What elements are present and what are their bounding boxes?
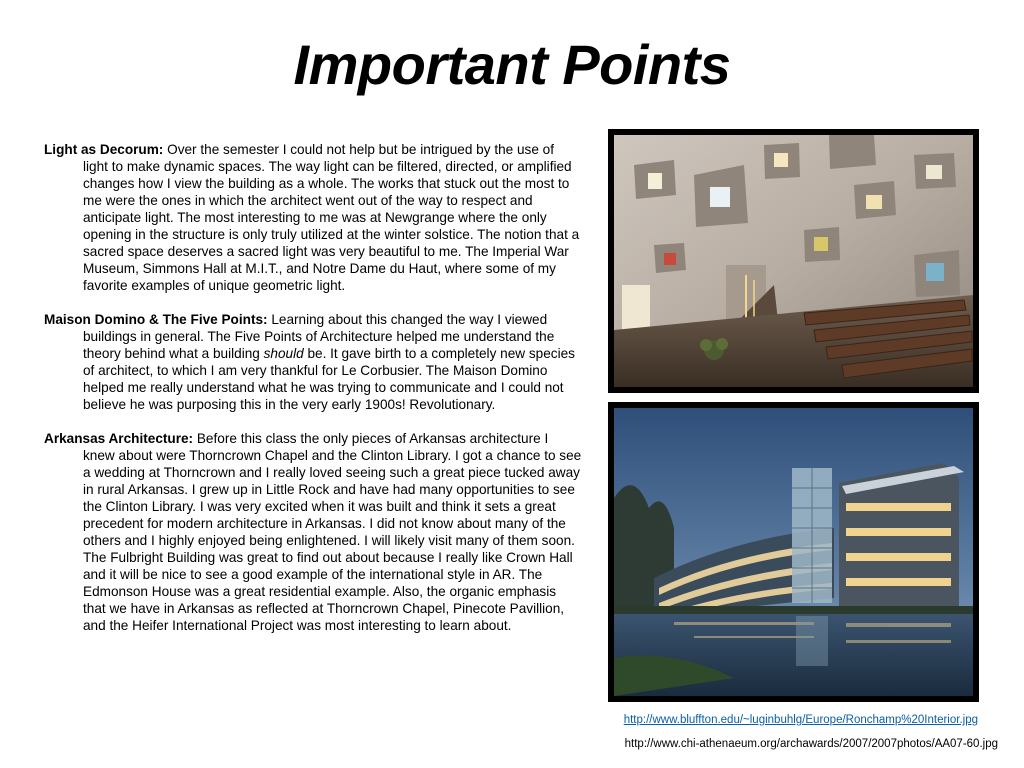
- ronchamp-interior-image: [614, 135, 973, 387]
- emphasis-text: should: [263, 346, 304, 361]
- paragraph-text: be. It gave birth to a completely new species of architect, to which I am very thankful for Le Corbusier. The Maison Domino helped me really understand what he was trying to communicate and I could not believe he was purposing this in the very early 1900s! Revolutionary.: [83, 346, 575, 412]
- paragraph-text: Learning about this changed the way I viewed buildings in general. The Five Points of Architecture helped me understand the theory behind what a building: [83, 312, 555, 361]
- ronchamp-interior-photo: [608, 129, 979, 393]
- paragraph-text: Before this class the only pieces of Arkansas architecture I knew about were Thorncrown Chapel and the Clinton Library. I got a chance to see a wedding at Thorncrown and I really loved seeing such a great piece tucked away in rural Arkansas. I grew up in Little Rock and have had many opportunities to see the Clinton Library. I was very excited when it was built and think it sets a great precedent for modern architecture in Arkansas. I did not know about many of the others and I highly enjoyed being enlightened. I will likely visit many of them soon. The Fulbright Building was great to find out about because I really like Crown Hall and it will be nice to see a good example of the international style in AR. The Edmonson House was a great residential example. Also, the organic emphasis that we have in Arkansas as reflected at Thorncrown Chapel, Pinecote Pavillion, and the Heifer International Project was most interesting to learn about.: [83, 431, 582, 633]
- paragraph-heading: Maison Domino & The Five Points:: [44, 312, 268, 327]
- content-body: [44, 141, 582, 651]
- paragraph-light-as-decorum: [44, 141, 582, 294]
- source-caption-chi-athenaeum: http://www.chi-athenaeum.org/archawards/2007/2007photos/AA07-60.jpg: [624, 738, 998, 750]
- modern-building-image: [614, 408, 973, 696]
- paragraph-heading: Light as Decorum:: [44, 142, 164, 157]
- paragraph-arkansas-architecture: [44, 430, 582, 634]
- modern-building-photo: [608, 402, 979, 702]
- paragraph-text: Over the semester I could not help but be intrigued by the use of light to make dynamic spaces. The way light can be filtered, directed, or amplified changes how I view the building as a whole. The works that stuck out the most to me were the ones in which the architect went out of the way to respect and anticipate light. The most interesting to me was at Newgrange where the only opening in the structure is only truly utilized at the winter solstice. The notion that a sacred space deserves a sacred light was very beautiful to me. The Imperial War Museum, Simmons Hall at M.I.T., and Notre Dame du Haut, where some of my favorite examples of unique geometric light.: [83, 142, 580, 293]
- paragraph-maison-domino: [44, 311, 582, 413]
- slide-title: Important Points: [293, 33, 731, 96]
- paragraph-heading: Arkansas Architecture:: [44, 431, 194, 446]
- source-link-ronchamp[interactable]: http://www.bluffton.edu/~luginbuhlg/Europe/Ronchamp%20Interior.jpg: [623, 714, 978, 726]
